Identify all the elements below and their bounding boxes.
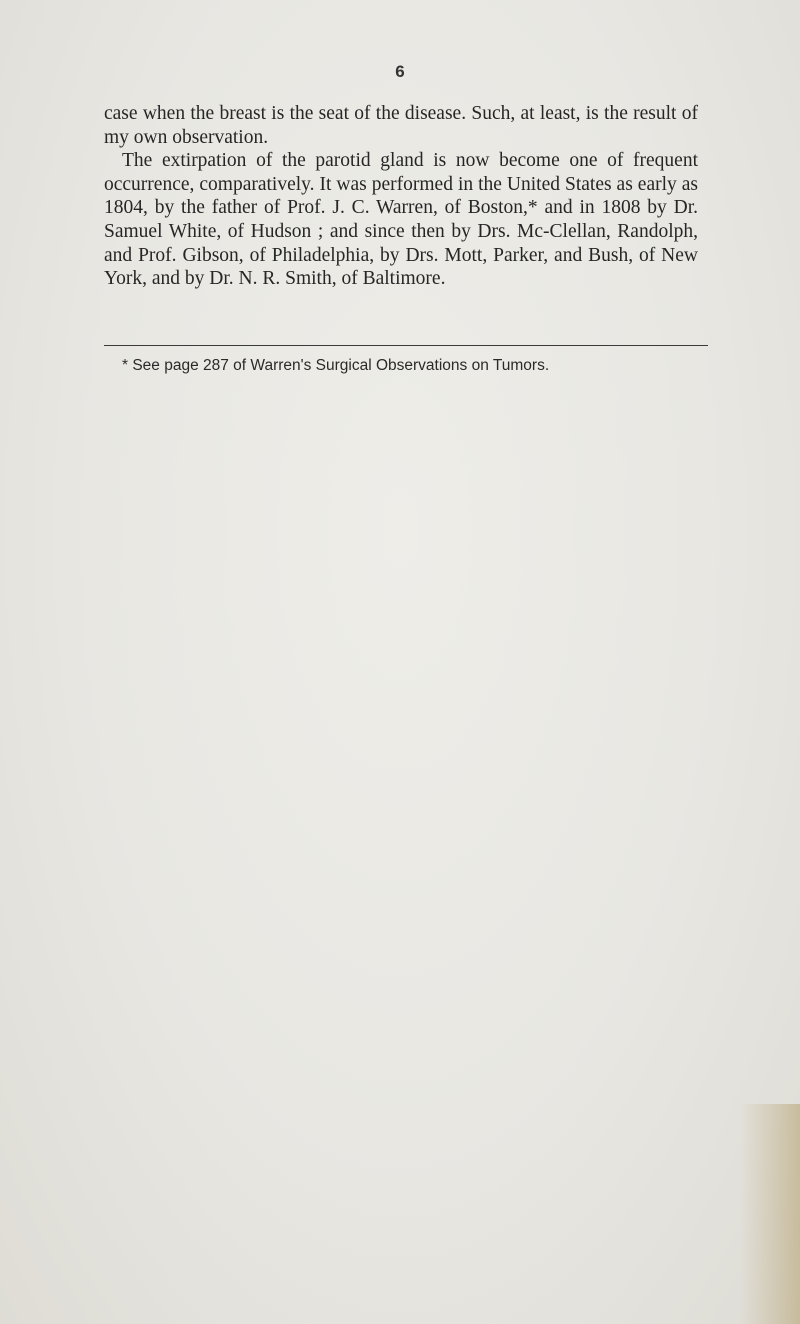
footnote: * See page 287 of Warren's Surgical Observations on Tumors. [122,357,550,374]
page-number: 6 [395,62,405,81]
footnote-divider [104,345,708,346]
page-edge-discoloration [740,1104,800,1324]
body-text [104,102,698,291]
paragraph-parotid-extirpation: The extirpation of the parotid gland is now become one of frequent occurrence, comparatively. It was performed in the United States as early as 1804, by the father of Prof. J. C. Warren, of Boston,* and in 1808 by Dr. Samuel White, of Hudson ; and since then by Drs. Mc-Clellan, Randolph, and Prof. Gibson, of Philadelphia, by Drs. Mott, Parker, and Bush, of New York, and by Dr. N. R. Smith, of Baltimore. [104,150,698,290]
paragraph-continuation: case when the breast is the seat of the disease. Such, at least, is the result of my own observation. [104,103,698,148]
